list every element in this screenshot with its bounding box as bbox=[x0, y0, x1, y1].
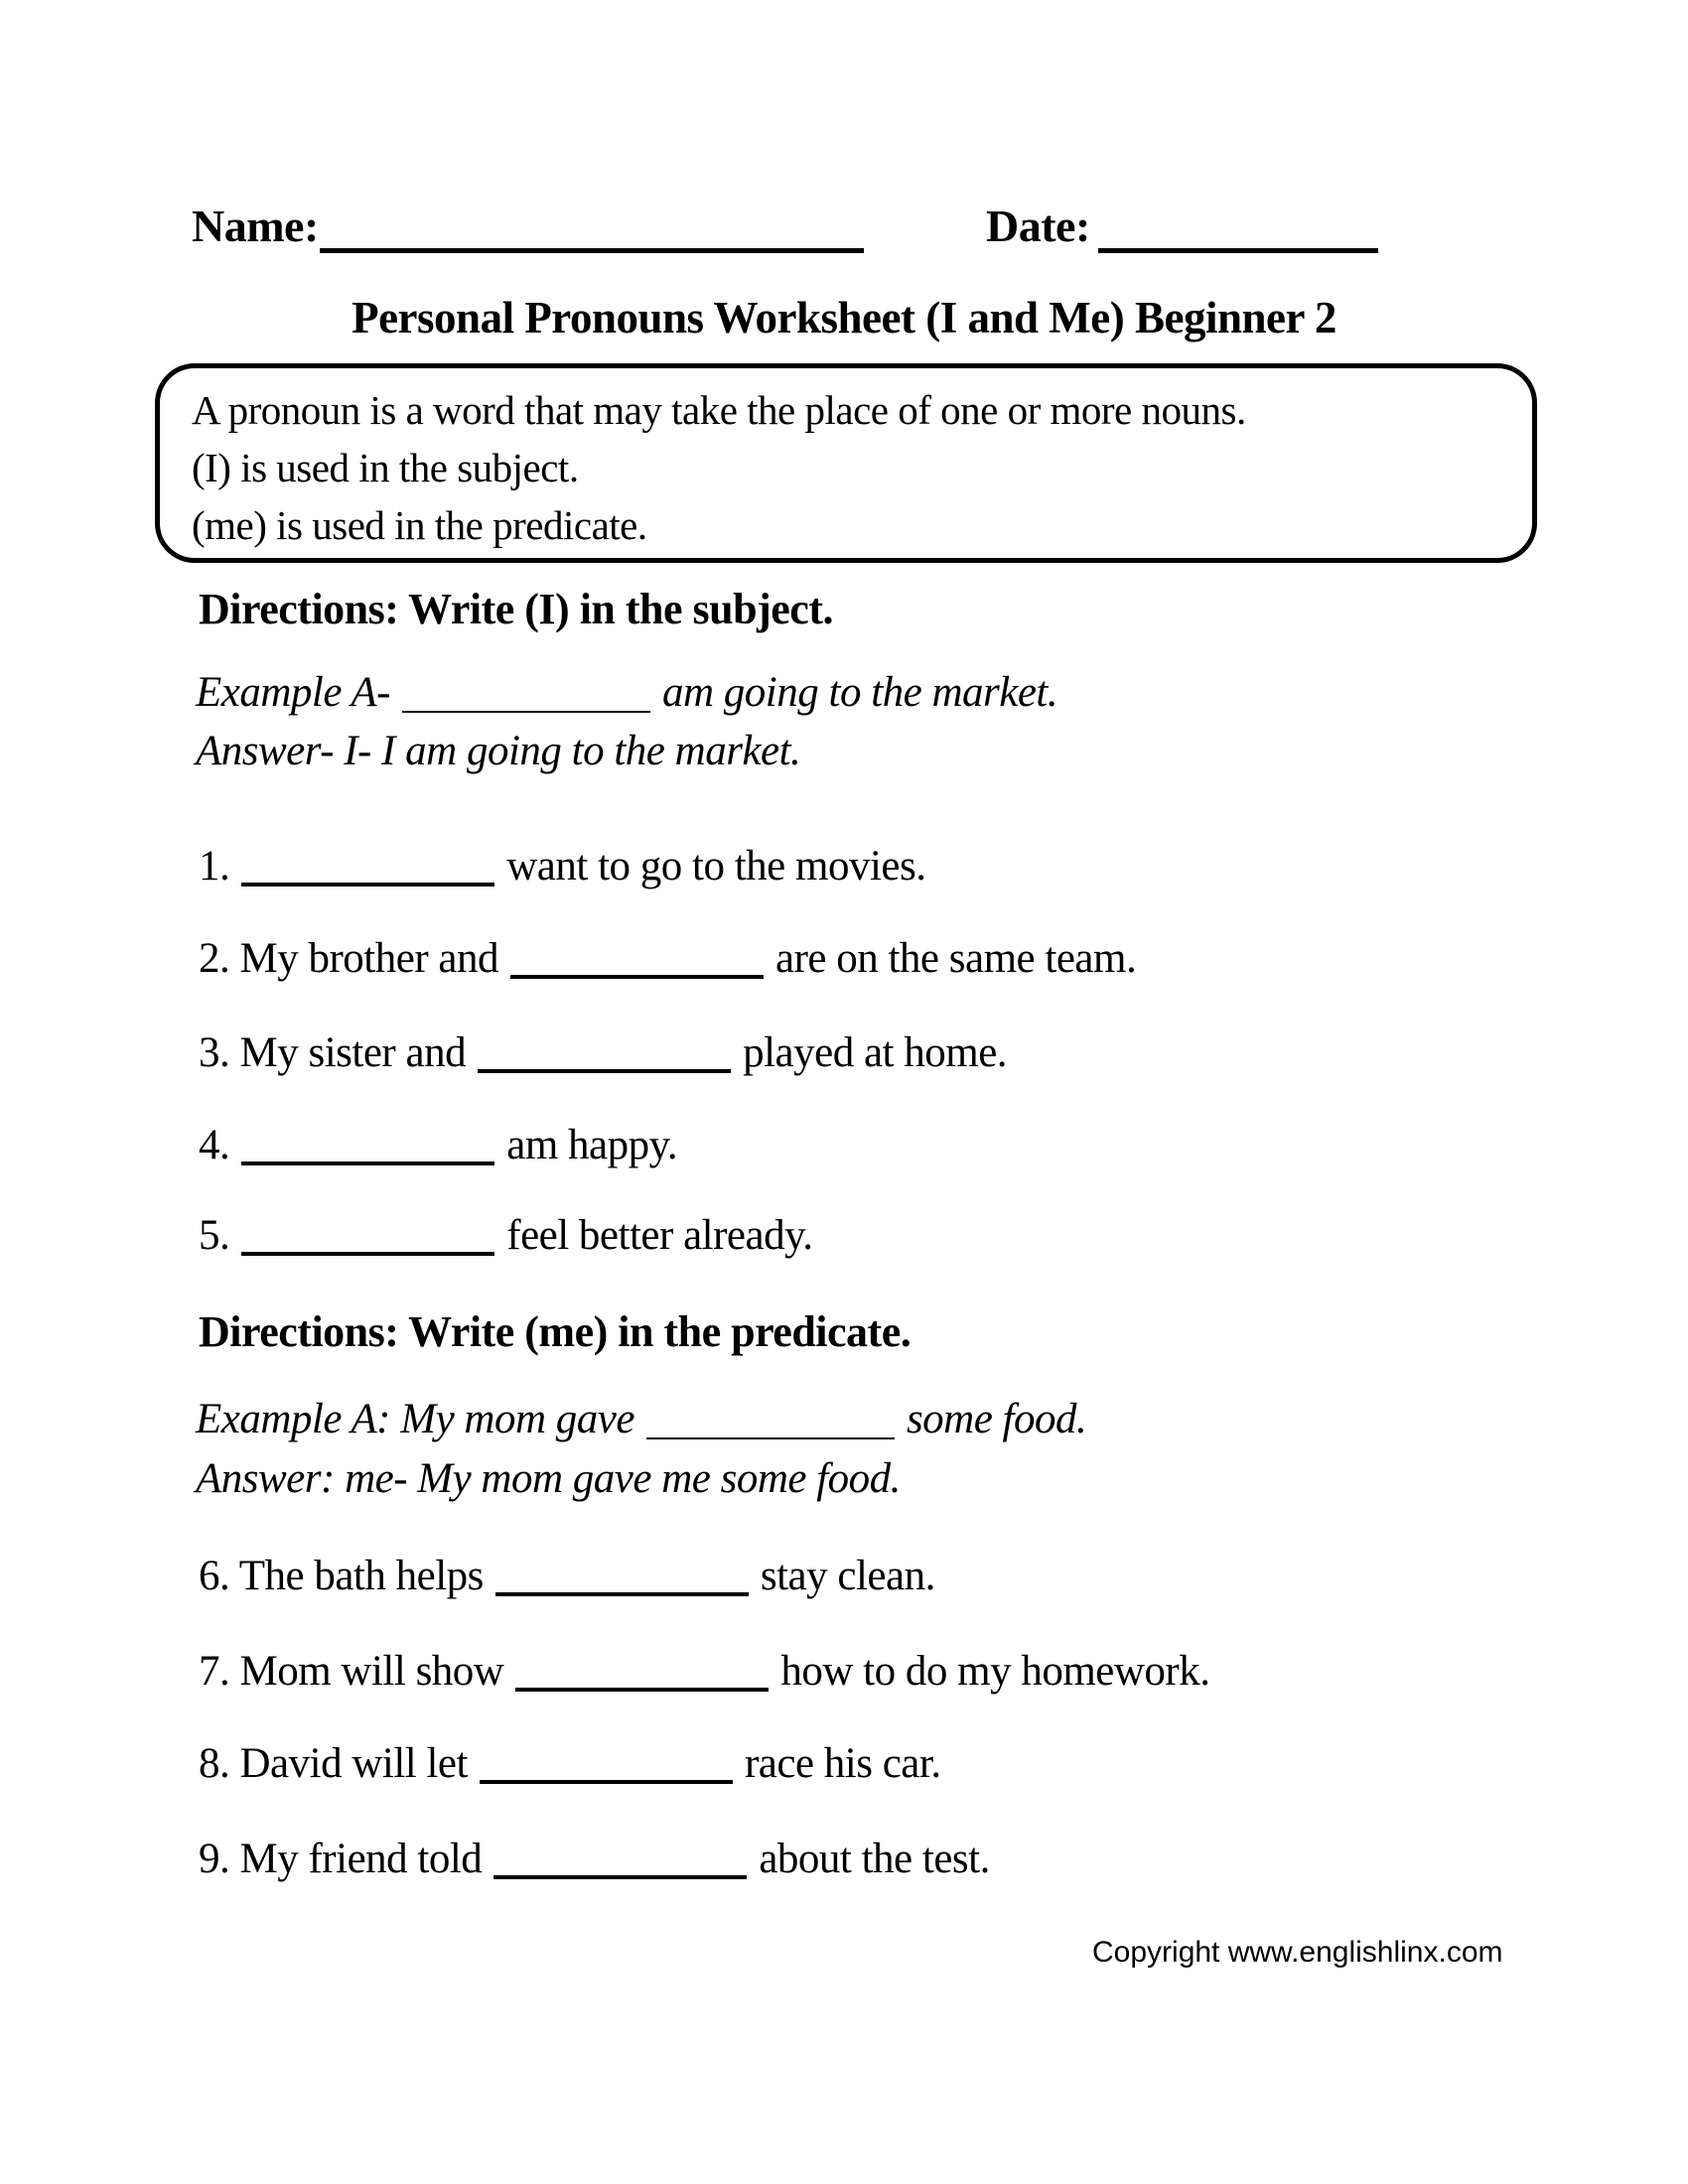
definition-line-3: (me) is used in the predicate. bbox=[192, 502, 647, 548]
name-blank-line bbox=[320, 248, 864, 253]
item-6-blank-line bbox=[495, 1592, 749, 1596]
worksheet-item-5 bbox=[199, 1214, 813, 1257]
item-5-post: feel better already. bbox=[506, 1212, 813, 1259]
item-8-post: race his car. bbox=[744, 1740, 941, 1787]
item-3-pre: 3. My sister and bbox=[199, 1029, 467, 1076]
item-1-blank-line bbox=[241, 883, 494, 887]
item-8-blank-line bbox=[480, 1780, 733, 1784]
definition-line-2: (I) is used in the subject. bbox=[192, 445, 579, 490]
worksheet-title: Personal Pronouns Worksheet (I and Me) Beginner 2 bbox=[352, 293, 1336, 342]
item-4-pre: 4. bbox=[199, 1122, 230, 1168]
item-9-pre: 9. My friend told bbox=[199, 1836, 483, 1882]
definition-line-1: A pronoun is a word that may take the place of one or more nouns. bbox=[192, 387, 1246, 433]
item-3-blank-line bbox=[478, 1069, 731, 1073]
item-7-blank-line bbox=[515, 1688, 769, 1692]
section2-example bbox=[196, 1398, 1086, 1440]
section2-example-pre: Example A: My mom gave bbox=[196, 1396, 634, 1442]
name-label: Name: bbox=[192, 201, 319, 251]
worksheet-item-6 bbox=[199, 1555, 935, 1597]
section2-example-post: some food. bbox=[906, 1396, 1087, 1442]
item-9-post: about the test. bbox=[759, 1836, 990, 1882]
section1-example-pre: Example A- bbox=[196, 669, 390, 716]
copyright-text: Copyright www.englishlinx.com bbox=[1092, 1936, 1503, 1969]
item-4-post: am happy. bbox=[506, 1122, 678, 1168]
worksheet-item-9 bbox=[199, 1838, 990, 1880]
item-6-pre: 6. The bath helps bbox=[199, 1553, 484, 1599]
section1-example-post: am going to the market. bbox=[662, 669, 1058, 716]
item-1-post: want to go to the movies. bbox=[506, 843, 926, 889]
worksheet-item-3 bbox=[199, 1031, 1007, 1074]
section2-directions: Directions: Write (me) in the predicate. bbox=[199, 1307, 912, 1356]
item-2-post: are on the same team. bbox=[775, 935, 1137, 982]
section1-answer: Answer- I- I am going to the market. bbox=[196, 728, 801, 774]
item-1-pre: 1. bbox=[199, 843, 230, 889]
section2-example-blank-line bbox=[646, 1437, 895, 1439]
item-3-post: played at home. bbox=[743, 1029, 1008, 1076]
section1-directions: Directions: Write (I) in the subject. bbox=[199, 585, 833, 633]
worksheet-item-2 bbox=[199, 937, 1136, 980]
item-7-pre: 7. Mom will show bbox=[199, 1648, 504, 1695]
item-2-blank-line bbox=[510, 975, 764, 979]
item-2-pre: 2. My brother and bbox=[199, 935, 498, 982]
item-8-pre: 8. David will let bbox=[199, 1740, 468, 1787]
section1-example-blank-line bbox=[402, 711, 650, 713]
worksheet-item-1 bbox=[199, 845, 925, 887]
worksheet-item-4 bbox=[199, 1124, 677, 1166]
pronoun-definition-box bbox=[155, 363, 1537, 563]
item-4-blank-line bbox=[241, 1161, 494, 1165]
item-5-pre: 5. bbox=[199, 1212, 230, 1259]
date-label: Date: bbox=[986, 201, 1090, 251]
section2-answer: Answer: me- My mom gave me some food. bbox=[196, 1455, 901, 1502]
section1-example bbox=[196, 671, 1057, 714]
worksheet-item-7 bbox=[199, 1650, 1209, 1693]
item-7-post: how to do my homework. bbox=[780, 1648, 1210, 1695]
item-9-blank-line bbox=[493, 1875, 747, 1879]
item-5-blank-line bbox=[241, 1252, 494, 1256]
date-blank-line bbox=[1098, 248, 1378, 253]
item-6-post: stay clean. bbox=[760, 1553, 935, 1599]
worksheet-item-8 bbox=[199, 1742, 941, 1785]
